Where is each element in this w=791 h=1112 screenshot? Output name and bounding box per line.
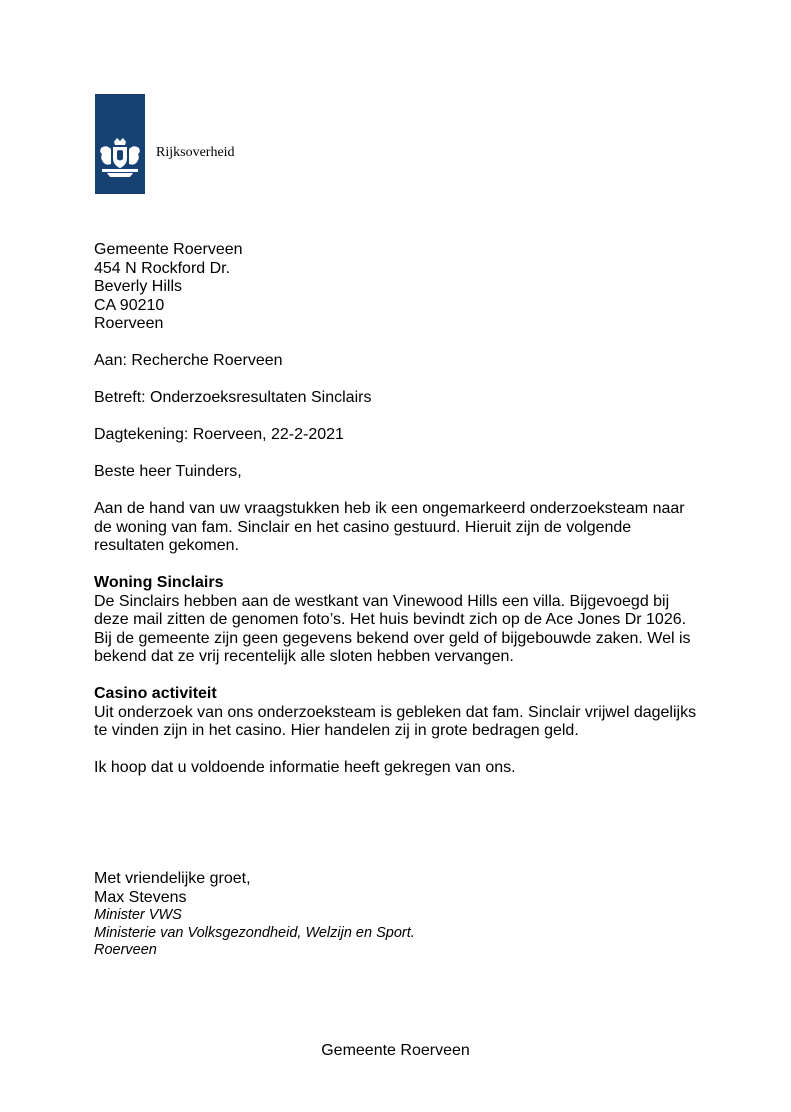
intro-line: resultaten gekomen. — [94, 537, 239, 554]
logo-text: Rijksoverheid — [156, 145, 235, 160]
signature-greeting: Met vriendelijke groet, — [94, 870, 251, 887]
address-line: 454 N Rockford Dr. — [94, 259, 231, 277]
address-line: Gemeente Roerveen — [94, 241, 243, 258]
section-heading: Woning Sinclairs — [94, 574, 224, 591]
closing-line: Ik hoop dat u voldoende informatie heeft gekregen van ons. — [94, 759, 516, 776]
salutation: Beste heer Tuinders, — [94, 463, 242, 480]
section-line: Bij de gemeente zijn geen gegevens bekend over geld of bijgebouwde zaken. Wel is — [94, 629, 691, 647]
section-line: De Sinclairs hebben aan de westkant van Vinewood Hills een villa. Bijgevoegd bij — [94, 592, 670, 610]
coat-of-arms-icon — [97, 138, 143, 180]
signature-title: Minister VWS — [94, 907, 182, 923]
intro-line: de woning van fam. Sinclair en het casino gestuurd. Hieruit zijn de volgende — [94, 518, 632, 536]
address-line: Beverly Hills — [94, 278, 183, 295]
address-line: CA 90210 — [94, 296, 165, 314]
section-heading: Casino activiteit — [94, 685, 217, 702]
section-line: te vinden zijn in het casino. Hier handelen zij in grote bedragen geld. — [94, 722, 579, 739]
signature-name: Max Stevens — [94, 888, 187, 906]
address-line: Roerveen — [94, 315, 164, 332]
signature-ministry: Ministerie van Volksgezondheid, Welzijn en Sport. — [94, 924, 415, 941]
letter-body — [94, 241, 714, 960]
section-line: bekend dat ze vrij recentelijk alle sloten hebben vervangen. — [94, 648, 514, 665]
date-line: Dagtekening: Roerveen, 22-2-2021 — [94, 426, 344, 443]
subject: Betreft: Onderzoeksresultaten Sinclairs — [94, 389, 372, 406]
intro-line: Aan de hand van uw vraagstukken heb ik een ongemarkeerd onderzoeksteam naar — [94, 500, 685, 517]
recipient: Aan: Recherche Roerveen — [94, 352, 283, 369]
section-line: deze mail zitten de genomen foto’s. Het huis bevindt zich op de Ace Jones Dr 1026. — [94, 611, 687, 628]
signature-city: Roerveen — [94, 942, 157, 958]
footer: Gemeente Roerveen — [321, 1042, 470, 1059]
section-line: Uit onderzoek van ons onderzoeksteam is gebleken dat fam. Sinclair vrijwel dagelijks — [94, 703, 697, 721]
logo-block — [95, 94, 145, 194]
